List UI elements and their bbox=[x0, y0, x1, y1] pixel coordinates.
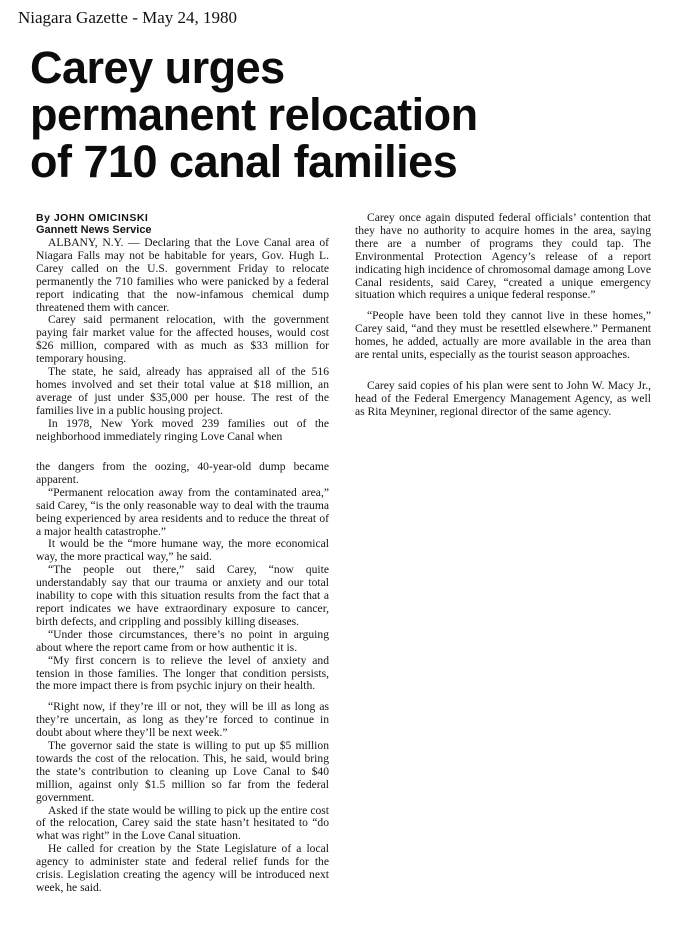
paragraph: the dangers from the oozing, 40-year-old dump became apparent. bbox=[36, 460, 329, 486]
paragraph: The governor said the state is willing to put up $5 million towards the cost of the relocation. This, he said, would bring the state’s contribution to cleaning up Love Canal to $40 million, against only $1.5 million so far from the federal government. bbox=[36, 739, 329, 804]
source-line: Niagara Gazette - May 24, 1980 bbox=[18, 8, 238, 27]
paragraph: In 1978, New York moved 239 families out of the neighborhood immediately ringing Love Canal when bbox=[36, 416, 329, 443]
agency-credit: Gannett News Service bbox=[36, 224, 152, 236]
headline bbox=[30, 44, 670, 185]
paragraph: “People have been told they cannot live in these homes,” Carey said, “and they must be resettled elsewhere.” Permanent homes, he added, actually are more available in the area than are rental units, especially as the tourist season approaches. bbox=[355, 309, 651, 362]
paragraph: Carey said permanent relocation, with the government paying fair market value for the affected houses, would cost $26 million, compared with as much as $33 million for temporary housing. bbox=[36, 313, 329, 366]
headline-line-2: permanent relocation bbox=[30, 89, 478, 140]
paragraph: “Right now, if they’re ill or not, they will be ill as long as they’re uncertain, as long as they’re forced to continue in doubt about where they’ll be next week.” bbox=[36, 700, 329, 740]
paragraph: “My first concern is to relieve the level of anxiety and tension in those families. The longer that condition persists, the more impact there is from psychic injury on their health. bbox=[36, 653, 329, 693]
paragraph: “The people out there,” said Carey, “now quite understandably say that our trauma or anxiety and our total inability to cope with this situation results from the fact that a report indicates we have extraordinary exposure to cancer, birth defects, and crippling and possibly killing diseases. bbox=[36, 563, 329, 628]
paragraph: He called for creation by the State Legislature of a local agency to administer state and federal relief funds for the crisis. Legislation creating the agency will be introduced next week, he said. bbox=[36, 842, 329, 894]
headline-line-1: Carey urges bbox=[30, 42, 285, 93]
paragraph: Asked if the state would be willing to pick up the entire cost of the relocation, Carey said the state hasn’t hesitated to “do what was right” in the Love Canal situation. bbox=[36, 803, 329, 843]
paragraph: ALBANY, N.Y. — Declaring that the Love Canal area of Niagara Falls may not be habitable for years, Gov. Hugh L. Carey called on the U.S. government Friday to relocate permanently the 710 families who were panicked by a federal report indicating that the now-infamous chemical dump threatened them with cancer. bbox=[36, 236, 329, 314]
paragraph: Carey said copies of his plan were sent to John W. Macy Jr., head of the Federal Emergency Management Agency, as well as Rita Meyniner, regional director of the same agency. bbox=[355, 378, 651, 418]
paragraph: It would be the “more humane way, the more economical way, the more practical way,” he said. bbox=[36, 537, 329, 564]
paragraph: “Under those circumstances, there’s no point in arguing about where the report came from or how authentic it is. bbox=[36, 627, 329, 654]
paragraph: “Permanent relocation away from the contaminated area,” said Carey, “is the only reasonable way to deal with the trauma being experienced by area residents and to reduce the threat of a major health catastrophe.” bbox=[36, 485, 329, 538]
headline-line-3: of 710 canal families bbox=[30, 136, 458, 187]
article-column-2 bbox=[36, 461, 329, 895]
article-column-3 bbox=[355, 212, 651, 419]
byline: By JOHN OMICINSKI bbox=[36, 212, 149, 224]
paragraph: The state, he said, already has appraised all of the 516 homes involved and set their total value at $18 million, an average of just under $35,000 per house. The rest of the families live in a public housing project. bbox=[36, 365, 329, 417]
paragraph: Carey once again disputed federal officials’ contention that they have no authority to acquire homes in the area, saying there are a number of programs they could tap. The Environmental Protection Agency’s release of a report indicating high incidence of chromosomal damage among Love Canal residents, said Carey, “created a unique emergency situation which requires a unique federal response.” bbox=[355, 211, 651, 302]
article-column-1 bbox=[36, 212, 329, 444]
